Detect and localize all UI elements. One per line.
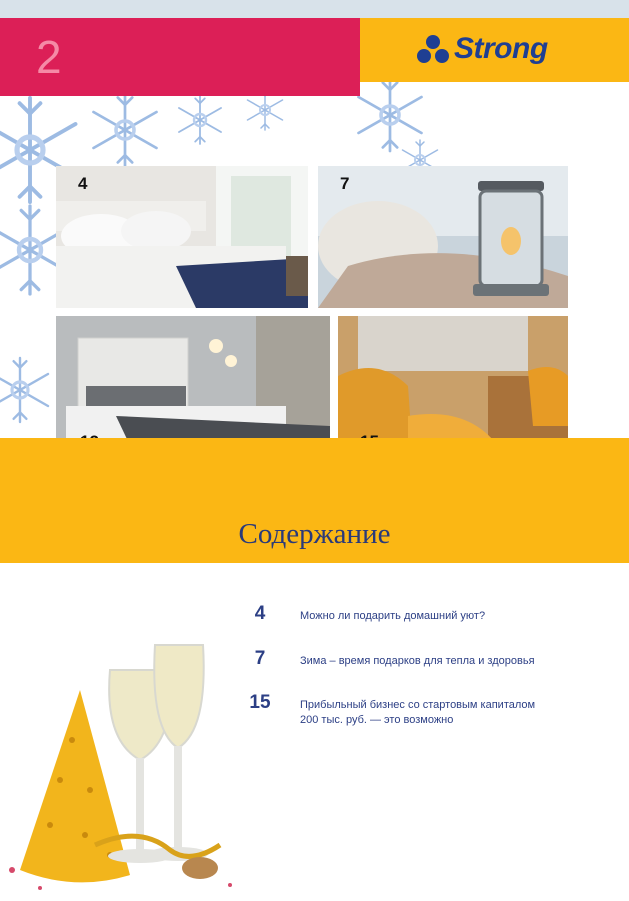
page-number: 2 [36,31,62,83]
photo-page-number: 4 [78,174,88,193]
toc-page-number: 15 [249,692,271,713]
toc-title: Зима – время подарков для тепла и здоровья [300,655,535,667]
three-dots-logo-icon [416,33,450,65]
toc-title-line-1: Прибыльный бизнес со стартовым капиталом [300,699,536,711]
strong-logo [416,32,548,66]
toc-page-number: 4 [254,603,266,624]
photo-tile-bedroom [56,166,308,308]
brand-name: Strong [454,32,548,65]
lantern-and-blanket-photo [318,166,568,308]
page-number-bar [0,18,360,96]
photo-tile-lantern [318,166,568,308]
toc-page-number: 7 [254,648,266,669]
photo-page-number: 7 [340,174,350,193]
toc-title: Можно ли подарить домашний уют? [300,610,486,622]
toc-title-line-2: 200 тыс. руб. — это возможно [300,714,454,726]
contents-title: Содержание [238,518,391,550]
brand-bar [360,18,629,82]
photo-tile-office [338,316,568,458]
photo-tile-bedroom-grey [56,316,330,458]
champagne-glasses-and-party-hat [0,630,250,901]
bedroom-white-bedding-photo [56,166,308,308]
